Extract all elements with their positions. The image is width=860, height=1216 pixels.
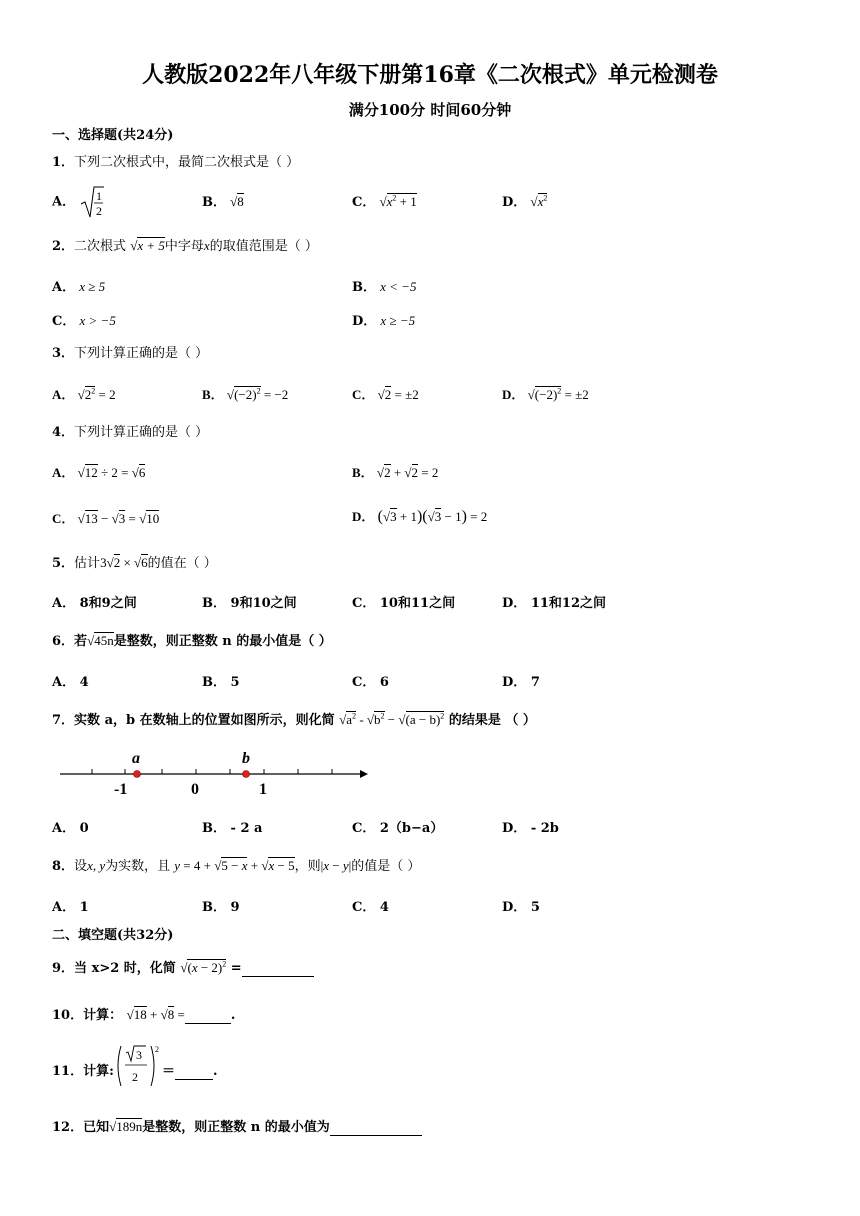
question-7: 7．实数 a，b 在数轴上的位置如图所示，则化简 $√a^2 - √b^2 - √(a - b)^2$ 的结果是 （ ） [52, 711, 536, 728]
q6-option-c [352, 671, 389, 690]
option-label: A． [52, 900, 76, 915]
option-value: 1 [79, 900, 89, 915]
question-text: 的值在（ ） [147, 556, 217, 571]
question-12: 12．已知√189n是整数，则正整数 n 的最小值为 [52, 1116, 422, 1136]
question-number: 4． [52, 425, 75, 440]
option-label: C． [352, 387, 375, 402]
question-text: 为实数，且 [105, 859, 171, 874]
option-label: B． [202, 900, 226, 915]
question-text: 下列计算正确的是（ ） [74, 346, 209, 361]
option-value: 4 [79, 675, 89, 690]
answer-blank[interactable] [185, 1008, 231, 1024]
option-value: 4 [379, 900, 389, 915]
option-label: C． [352, 900, 376, 915]
option-value: 8和9之间 [79, 596, 137, 611]
option-label: B． [352, 280, 376, 295]
option-label: B． [202, 596, 226, 611]
option-value: 9 [230, 900, 240, 915]
svg-text:2: 2 [155, 1045, 159, 1054]
number-line [58, 748, 374, 800]
q3-option-a: A． $√2^2 = 2$ [52, 386, 116, 402]
option-label: B． [202, 675, 226, 690]
q7-option-a [52, 817, 89, 836]
question-text: 是整数，则正整数 n 的最小值是（ ） [113, 634, 332, 649]
q2-option-d [352, 310, 415, 329]
option-value: 10和11之间 [379, 596, 456, 611]
fraction-sqrt3-over-2-squared [114, 1042, 162, 1090]
point-a [134, 771, 141, 778]
option-label: A． [52, 596, 76, 611]
option-value: 5 [530, 900, 540, 915]
question-number: 6． [52, 634, 75, 649]
question-1 [52, 151, 299, 170]
tick-label-zero: 0 [191, 781, 199, 798]
option-label: C． [352, 675, 376, 690]
question-text: 当 x>2 时，化简 [74, 961, 176, 976]
option-label: B． [202, 195, 226, 210]
answer-blank[interactable] [175, 1064, 213, 1080]
q2-option-b [352, 276, 416, 295]
question-text: 设 [74, 859, 88, 874]
svg-text:2: 2 [132, 1070, 138, 1084]
variables: x, y [87, 858, 106, 873]
question-text: 估计 [74, 556, 101, 571]
q1-option-d: D． $√x^2$ [502, 193, 548, 210]
q8-option-b [202, 896, 240, 915]
question-number: 11． [52, 1064, 84, 1079]
option-value: = ±2 [394, 387, 419, 402]
svg-text:2: 2 [96, 204, 103, 218]
q5-option-c [352, 592, 455, 611]
q8-option-d [502, 896, 540, 915]
option-value: 7 [530, 675, 540, 690]
option-label: C． [352, 821, 376, 836]
q4-option-a: A． √12 ÷ 2 = √6 [52, 465, 146, 480]
q3-option-c: C． √2 = ±2 [352, 387, 419, 402]
question-number: 8． [52, 859, 75, 874]
option-value: 9和10之间 [230, 596, 297, 611]
axis-arrow-icon [360, 770, 368, 778]
option-label: C． [352, 195, 376, 210]
section-multiple-choice: 一、选择题(共24分) [52, 128, 174, 143]
option-label: C． [52, 511, 75, 526]
question-text: 若 [74, 634, 88, 649]
option-value: 0 [79, 821, 89, 836]
option-label: B． [202, 821, 226, 836]
q1-option-b: B． √8 [202, 194, 244, 210]
option-label: D． [352, 509, 375, 524]
q6-option-b [202, 671, 240, 690]
tick-label-one: 1 [259, 781, 267, 798]
option-label: A． [52, 465, 75, 480]
question-text: 计算: [83, 1064, 114, 1079]
q3-option-b: B． $√(-2)^2 = -2$ [202, 386, 289, 402]
question-11 [52, 1060, 114, 1079]
question-2: 2．二次根式 √x + 5中字母x的取值范围是（ ） [52, 238, 318, 254]
option-label: A． [52, 387, 75, 402]
question-4 [52, 421, 208, 440]
option-label: C． [52, 314, 76, 329]
question-text: = [226, 961, 242, 976]
question-text: . [230, 1008, 236, 1023]
question-text: . [213, 1064, 218, 1079]
option-label: A． [52, 280, 76, 295]
exam-subtitle: 满分100分 时间60分钟 [348, 101, 512, 119]
option-value: 11和12之间 [530, 596, 606, 611]
answer-blank[interactable] [242, 961, 314, 977]
option-value: 6 [379, 675, 389, 690]
option-label: C． [352, 596, 376, 611]
svg-text:1: 1 [96, 189, 103, 203]
option-value: x ≥ −5 [380, 313, 416, 328]
q3-option-d: D． $√(-2)^2 = \pm 2$ [502, 386, 589, 402]
q7-option-b [202, 817, 262, 836]
q5-option-b [202, 592, 297, 611]
question-10: 10．计算： √18 + √8 = . [52, 1007, 236, 1023]
question-text: 是整数，则正整数 n 的最小值为 [142, 1120, 330, 1135]
option-value: x < −5 [380, 279, 417, 294]
option-label: D． [502, 675, 527, 690]
q4-option-d: D． (√3 + 1)(√3 − 1) = 2 [352, 508, 488, 525]
option-value: 2（b−a） [379, 821, 444, 836]
q4-option-b: B． √2 + √2 = 2 [352, 465, 439, 480]
variable: x [203, 238, 210, 253]
question-number: 12． [52, 1120, 84, 1135]
question-text: 已知 [83, 1120, 110, 1135]
tick-label-minus-one: -1 [114, 781, 128, 798]
question-number: 10． [52, 1008, 84, 1023]
q5-option-d [502, 592, 606, 611]
option-label: A． [52, 194, 76, 210]
option-label: A． [52, 675, 76, 690]
svg-text:3: 3 [136, 1048, 142, 1062]
question-number: 2． [52, 239, 75, 254]
q8-option-a [52, 896, 89, 915]
q2-option-c [52, 310, 116, 329]
q1-option-c: C． $√x^2 + 1$ [352, 193, 417, 210]
question-3 [52, 342, 208, 361]
question-5: 5．估计3√2 × √6的值在（ ） [52, 555, 217, 571]
question-number: 3． [52, 346, 75, 361]
question-11-answer [162, 1060, 218, 1080]
question-number: 1． [52, 155, 75, 170]
question-number: 5． [52, 556, 75, 571]
radicand: 189n [116, 1119, 143, 1134]
section-fill-in: 二、填空题(共32分) [52, 928, 174, 943]
radicand: 45n [94, 633, 114, 648]
answer-blank[interactable] [330, 1120, 422, 1136]
question-text: 二次根式 [74, 239, 127, 254]
question-text: 的值是（ ） [351, 859, 421, 874]
option-value: = 2 [98, 387, 116, 402]
radicand: x + 5 [137, 238, 165, 253]
question-text: 的取值范围是（ ） [209, 239, 318, 254]
option-value: = −2 [263, 387, 289, 402]
label-a: a [132, 750, 140, 767]
q7-option-c [352, 817, 443, 836]
question-8: 8．设x, y为实数，且 y = 4 + √5 − x + √x − 5，则|x − y|的值是（ ） [52, 858, 421, 874]
option-value: - 2b [530, 821, 559, 836]
question-text: 计算： [83, 1008, 123, 1023]
q1-option-a [52, 185, 105, 219]
q4-option-c: C． √13 − √3 = √10 [52, 511, 160, 526]
option-label: D． [502, 900, 527, 915]
axis-ticks [92, 769, 332, 774]
option-label: B． [202, 387, 224, 402]
question-text: ，则 [294, 859, 321, 874]
label-b: b [242, 750, 250, 767]
option-value: 5 [230, 675, 240, 690]
option-value: x > −5 [79, 313, 116, 328]
point-b [243, 771, 250, 778]
option-value: = ±2 [564, 387, 589, 402]
option-label: D． [352, 314, 377, 329]
question-text: 的结果是 （ ） [448, 713, 536, 728]
question-number: 9． [52, 961, 75, 976]
question-text: 实数 a，b 在数轴上的位置如图所示，则化简 [74, 713, 335, 728]
q5-option-a [52, 592, 137, 611]
option-value: x ≥ 5 [79, 279, 106, 294]
equals-sign: ＝ [162, 1064, 176, 1079]
question-9: 9．当 x>2 时，化简 $√(x - 2)^2$ = [52, 957, 314, 977]
question-text: 中字母 [164, 239, 204, 254]
option-label: A． [52, 821, 76, 836]
question-number: 7． [52, 713, 75, 728]
q7-option-d [502, 817, 559, 836]
question-text: 下列二次根式中，最简二次根式是（ ） [74, 155, 300, 170]
option-label: D． [502, 387, 525, 402]
option-value: - 2 a [230, 821, 263, 836]
q8-option-c [352, 896, 389, 915]
option-label: B． [352, 465, 374, 480]
option-label: D． [502, 821, 527, 836]
q2-option-a [52, 276, 105, 295]
option-label: D． [502, 195, 527, 210]
q6-option-d [502, 671, 540, 690]
question-text: 下列计算正确的是（ ） [74, 425, 209, 440]
sqrt-one-half [79, 185, 105, 219]
option-label: D． [502, 596, 527, 611]
question-6: 6．若√45n是整数，则正整数 n 的最小值是（ ） [52, 633, 332, 649]
exam-title: 人教版2022年八年级下册第16章《二次根式》单元检测卷 [142, 62, 718, 88]
q6-option-a [52, 671, 89, 690]
